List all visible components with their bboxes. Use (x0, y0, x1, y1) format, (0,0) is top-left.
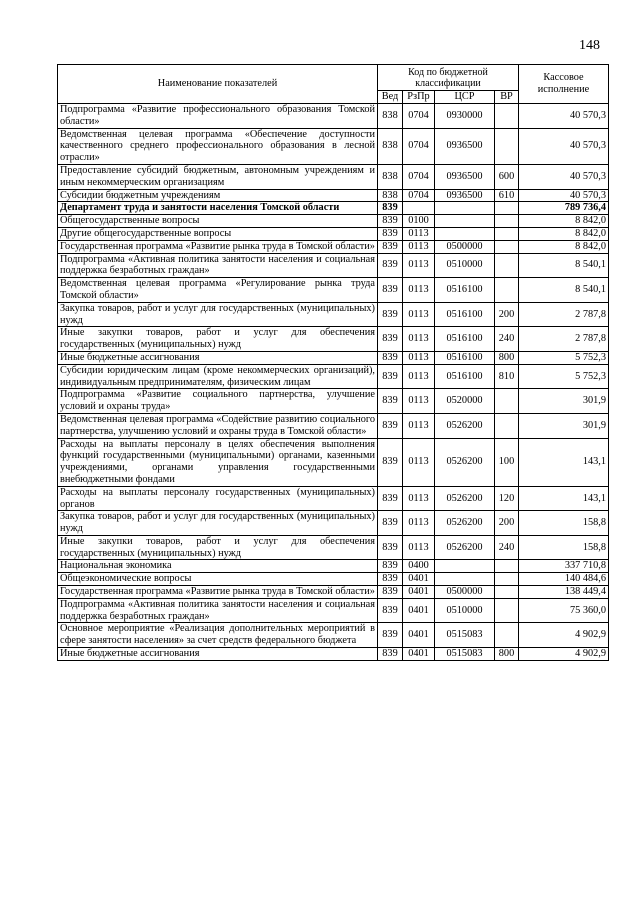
table-row (58, 438, 609, 486)
cell-csr (435, 560, 495, 573)
table-row (58, 164, 609, 189)
cell-amount: 4 902,9 (519, 623, 609, 648)
cell-csr: 0500000 (435, 586, 495, 599)
cell-name: Подпрограмма «Развитие профессионального образования Томской области» (58, 104, 378, 129)
cell-rzpr: 0704 (403, 104, 435, 129)
header-name: Наименование показателей (58, 65, 378, 104)
cell-ved: 839 (378, 598, 403, 623)
cell-ved: 839 (378, 302, 403, 327)
table-row (58, 535, 609, 560)
cell-amount: 4 902,9 (519, 648, 609, 661)
cell-vr (495, 278, 519, 303)
table-row (58, 364, 609, 389)
table-row (58, 253, 609, 278)
cell-rzpr: 0113 (403, 438, 435, 486)
cell-name: Иные бюджетные ассигнования (58, 648, 378, 661)
cell-name: Общеэкономические вопросы (58, 573, 378, 586)
cell-name: Иные бюджетные ассигнования (58, 351, 378, 364)
cell-ved: 839 (378, 623, 403, 648)
cell-ved: 839 (378, 364, 403, 389)
cell-amount: 8 540,1 (519, 253, 609, 278)
cell-vr: 600 (495, 164, 519, 189)
header-rzpr: РзПр (403, 91, 435, 104)
cell-rzpr: 0113 (403, 389, 435, 414)
cell-rzpr: 0113 (403, 511, 435, 536)
cell-amount: 40 570,3 (519, 104, 609, 129)
cell-rzpr: 0113 (403, 278, 435, 303)
cell-amount: 5 752,3 (519, 351, 609, 364)
cell-ved: 839 (378, 351, 403, 364)
cell-amount: 143,1 (519, 486, 609, 511)
cell-rzpr: 0113 (403, 351, 435, 364)
cell-name: Подпрограмма «Развитие социального партнерства, улучшение условий и охраны труда» (58, 389, 378, 414)
table-row (58, 648, 609, 661)
cell-name: Иные закупки товаров, работ и услуг для обеспечения государственных (муниципальных) нужд (58, 327, 378, 352)
cell-csr: 0516100 (435, 351, 495, 364)
header-amount: Кассовое исполнение (519, 65, 609, 104)
table-row (58, 104, 609, 129)
table-row (58, 573, 609, 586)
cell-csr: 0936500 (435, 164, 495, 189)
table-row (58, 189, 609, 202)
cell-rzpr: 0401 (403, 598, 435, 623)
cell-rzpr: 0113 (403, 486, 435, 511)
cell-vr (495, 623, 519, 648)
cell-ved: 838 (378, 104, 403, 129)
cell-csr: 0526200 (435, 486, 495, 511)
cell-amount: 8 842,0 (519, 227, 609, 240)
cell-vr (495, 104, 519, 129)
table-row (58, 215, 609, 228)
cell-name: Предоставление субсидий бюджетным, автономным учреждениям и иным некоммерческим организациям (58, 164, 378, 189)
cell-amount: 2 787,8 (519, 302, 609, 327)
cell-csr: 0936500 (435, 128, 495, 164)
cell-amount: 158,8 (519, 511, 609, 536)
cell-ved: 839 (378, 535, 403, 560)
cell-ved: 839 (378, 278, 403, 303)
page-number: 148 (579, 38, 600, 53)
cell-name: Расходы на выплаты персоналу в целях обеспечения выполнения функций государственными (муниципальными) органами, казенными учреждениями, органами управления государственными внебюджетными фондами (58, 438, 378, 486)
header-code-group: Код по бюджетной классификации (378, 65, 519, 91)
table-row (58, 227, 609, 240)
cell-ved: 839 (378, 438, 403, 486)
header-ved: Вед (378, 91, 403, 104)
cell-vr: 100 (495, 438, 519, 486)
cell-rzpr: 0401 (403, 573, 435, 586)
table-row (58, 278, 609, 303)
cell-vr (495, 240, 519, 253)
cell-csr (435, 202, 495, 215)
table-row (58, 560, 609, 573)
cell-rzpr: 0113 (403, 227, 435, 240)
cell-csr: 0520000 (435, 389, 495, 414)
table-row (58, 389, 609, 414)
cell-vr (495, 413, 519, 438)
cell-rzpr: 0401 (403, 648, 435, 661)
cell-csr: 0526200 (435, 413, 495, 438)
cell-rzpr: 0113 (403, 535, 435, 560)
cell-rzpr: 0401 (403, 623, 435, 648)
cell-amount: 301,9 (519, 389, 609, 414)
cell-vr (495, 573, 519, 586)
cell-amount: 2 787,8 (519, 327, 609, 352)
cell-name: Расходы на выплаты персоналу государственных (муниципальных) органов (58, 486, 378, 511)
cell-ved: 839 (378, 413, 403, 438)
cell-rzpr: 0704 (403, 164, 435, 189)
cell-vr (495, 560, 519, 573)
cell-csr: 0930000 (435, 104, 495, 129)
cell-vr (495, 389, 519, 414)
cell-vr (495, 215, 519, 228)
cell-vr: 800 (495, 351, 519, 364)
cell-rzpr: 0113 (403, 413, 435, 438)
cell-vr (495, 227, 519, 240)
cell-csr: 0516100 (435, 302, 495, 327)
cell-name: Субсидии бюджетным учреждениям (58, 189, 378, 202)
cell-ved: 839 (378, 511, 403, 536)
table-row (58, 202, 609, 215)
cell-rzpr (403, 202, 435, 215)
cell-name: Ведомственная целевая программа «Содействие развитию социального партнерства, улучшению условий и охраны труда в Томской области» (58, 413, 378, 438)
cell-ved: 839 (378, 648, 403, 661)
cell-name: Общегосударственные вопросы (58, 215, 378, 228)
cell-csr (435, 227, 495, 240)
cell-vr (495, 586, 519, 599)
cell-name: Закупка товаров, работ и услуг для государственных (муниципальных) нужд (58, 511, 378, 536)
cell-ved: 839 (378, 240, 403, 253)
table-row (58, 351, 609, 364)
table-row (58, 486, 609, 511)
table-row (58, 511, 609, 536)
cell-csr: 0936500 (435, 189, 495, 202)
table-row (58, 240, 609, 253)
table-row (58, 586, 609, 599)
cell-csr: 0526200 (435, 438, 495, 486)
cell-amount: 40 570,3 (519, 189, 609, 202)
cell-amount: 789 736,4 (519, 202, 609, 215)
cell-amount: 5 752,3 (519, 364, 609, 389)
cell-amount: 143,1 (519, 438, 609, 486)
cell-vr: 200 (495, 511, 519, 536)
cell-vr: 810 (495, 364, 519, 389)
cell-csr: 0515083 (435, 648, 495, 661)
cell-rzpr: 0113 (403, 302, 435, 327)
cell-csr: 0515083 (435, 623, 495, 648)
table-row (58, 302, 609, 327)
cell-name: Закупка товаров, работ и услуг для государственных (муниципальных) нужд (58, 302, 378, 327)
cell-name: Государственная программа «Развитие рынка труда в Томской области» (58, 240, 378, 253)
cell-vr (495, 253, 519, 278)
cell-ved: 839 (378, 586, 403, 599)
header-csr: ЦСР (435, 91, 495, 104)
cell-amount: 158,8 (519, 535, 609, 560)
table-row (58, 598, 609, 623)
cell-ved: 839 (378, 573, 403, 586)
cell-name: Иные закупки товаров, работ и услуг для обеспечения государственных (муниципальных) нужд (58, 535, 378, 560)
cell-rzpr: 0113 (403, 364, 435, 389)
cell-vr (495, 128, 519, 164)
cell-ved: 839 (378, 215, 403, 228)
cell-rzpr: 0113 (403, 253, 435, 278)
cell-ved: 838 (378, 128, 403, 164)
cell-ved: 839 (378, 253, 403, 278)
cell-name: Ведомственная целевая программа «Регулирование рынка труда Томской области» (58, 278, 378, 303)
cell-amount: 40 570,3 (519, 128, 609, 164)
cell-rzpr: 0400 (403, 560, 435, 573)
table-row (58, 623, 609, 648)
cell-name: Департамент труда и занятости населения Томской области (58, 202, 378, 215)
budget-execution-table (57, 64, 609, 661)
cell-amount: 40 570,3 (519, 164, 609, 189)
cell-amount: 8 540,1 (519, 278, 609, 303)
cell-ved: 839 (378, 202, 403, 215)
cell-name: Национальная экономика (58, 560, 378, 573)
cell-csr: 0526200 (435, 511, 495, 536)
cell-name: Подпрограмма «Активная политика занятости населения и социальная поддержка безработных граждан» (58, 253, 378, 278)
cell-rzpr: 0401 (403, 586, 435, 599)
table-row (58, 327, 609, 352)
cell-csr: 0526200 (435, 535, 495, 560)
cell-ved: 839 (378, 227, 403, 240)
cell-vr: 610 (495, 189, 519, 202)
cell-amount: 337 710,8 (519, 560, 609, 573)
cell-vr: 240 (495, 535, 519, 560)
cell-amount: 140 484,6 (519, 573, 609, 586)
cell-name: Другие общегосударственные вопросы (58, 227, 378, 240)
header-vr: ВР (495, 91, 519, 104)
cell-ved: 839 (378, 327, 403, 352)
cell-amount: 8 842,0 (519, 215, 609, 228)
cell-vr: 120 (495, 486, 519, 511)
cell-csr (435, 215, 495, 228)
table-row (58, 128, 609, 164)
cell-vr: 800 (495, 648, 519, 661)
cell-ved: 839 (378, 486, 403, 511)
cell-amount: 138 449,4 (519, 586, 609, 599)
cell-ved: 838 (378, 164, 403, 189)
cell-name: Ведомственная целевая программа «Обеспечение доступности качественного среднего профессионального образования в лесной отрасли» (58, 128, 378, 164)
cell-rzpr: 0100 (403, 215, 435, 228)
cell-csr: 0516100 (435, 327, 495, 352)
cell-rzpr: 0113 (403, 327, 435, 352)
cell-ved: 838 (378, 189, 403, 202)
cell-name: Государственная программа «Развитие рынка труда в Томской области» (58, 586, 378, 599)
cell-amount: 75 360,0 (519, 598, 609, 623)
cell-ved: 839 (378, 389, 403, 414)
cell-name: Основное мероприятие «Реализация дополнительных мероприятий в сфере занятости населения» за счет средств федерального бюджета (58, 623, 378, 648)
cell-amount: 8 842,0 (519, 240, 609, 253)
cell-vr (495, 598, 519, 623)
cell-csr: 0510000 (435, 598, 495, 623)
cell-amount: 301,9 (519, 413, 609, 438)
cell-vr: 240 (495, 327, 519, 352)
cell-csr: 0516100 (435, 364, 495, 389)
cell-rzpr: 0113 (403, 240, 435, 253)
cell-csr: 0510000 (435, 253, 495, 278)
table-row (58, 413, 609, 438)
cell-rzpr: 0704 (403, 189, 435, 202)
cell-name: Подпрограмма «Активная политика занятости населения и социальная поддержка безработных граждан» (58, 598, 378, 623)
cell-rzpr: 0704 (403, 128, 435, 164)
cell-vr (495, 202, 519, 215)
cell-ved: 839 (378, 560, 403, 573)
cell-csr (435, 573, 495, 586)
cell-vr: 200 (495, 302, 519, 327)
cell-csr: 0500000 (435, 240, 495, 253)
cell-csr: 0516100 (435, 278, 495, 303)
cell-name: Субсидии юридическим лицам (кроме некоммерческих организаций), индивидуальным предпринимателям, физическим лицам (58, 364, 378, 389)
